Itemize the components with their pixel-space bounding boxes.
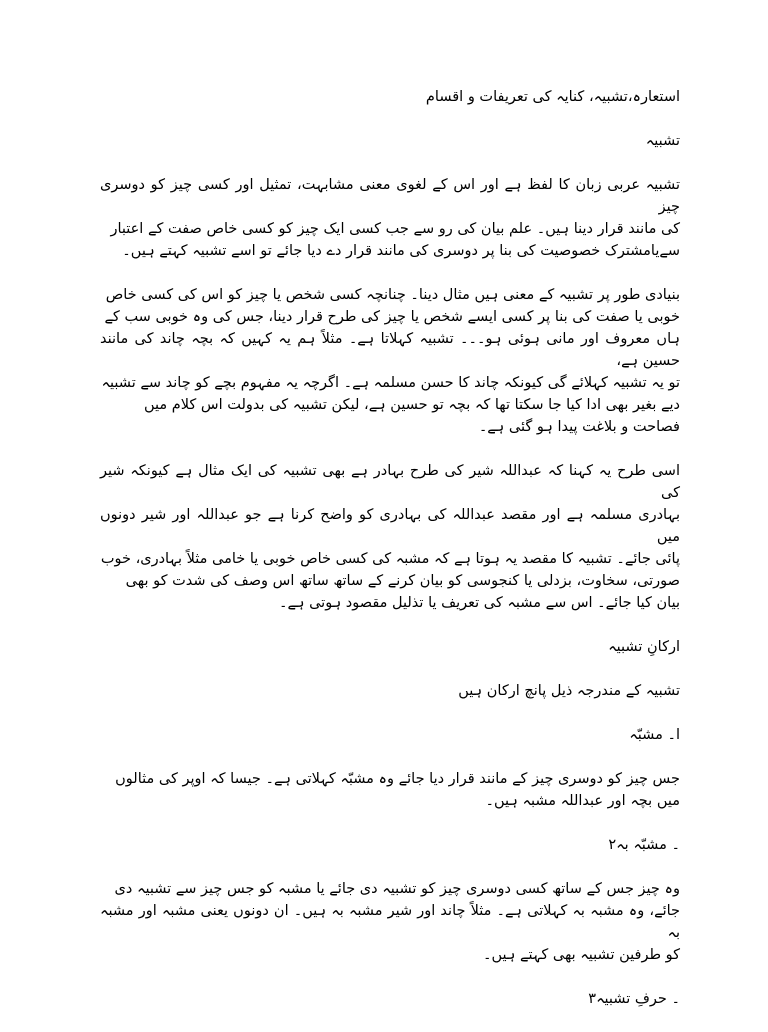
item-2-text bbox=[100, 878, 680, 966]
text-line: کو طرفین تشبیہ بھی کہتے ہیں۔ bbox=[482, 947, 680, 963]
text-line: اسی طرح یہ کہنا کہ عبداللہ شیر کی طرح بہادر ہے بھی تشبیہ کی ایک مثال ہے کیونکہ شیر کی bbox=[100, 463, 680, 501]
section-heading-tashbih: تشبیہ bbox=[645, 133, 680, 149]
text-line: ہاں معروف اور مانی ہوئی ہو۔۔۔ تشبیہ کہلاتا ہے۔ مثلاً ہم یہ کہیں کہ بچہ چاند کی مانند حسین ہے، bbox=[100, 331, 680, 369]
text-line: جائے، وہ مشبہ بہ کہلاتی ہے۔ مثلاً چاند اور شیر مشبہ بہ ہیں۔ ان دونوں یعنی مشبہ اور مشبہ بہ bbox=[100, 903, 680, 941]
item-1-text bbox=[100, 768, 680, 812]
paragraph-definition bbox=[100, 174, 680, 262]
item-1-heading: ا۔ مشبّہ bbox=[629, 727, 680, 743]
item-3-heading: ۔ حرفِ تشبیہ٣ bbox=[588, 991, 680, 1007]
paragraph-basic-meaning bbox=[100, 284, 680, 438]
section-heading-arkan: ارکانِ تشبیہ bbox=[608, 639, 680, 655]
paragraph-example bbox=[100, 460, 680, 614]
text-line: پائی جائے۔ تشبیہ کا مقصد یہ ہوتا ہے کہ مشبہ کی کسی خاص خوبی یا خامی مثلاً بہادری، خوب bbox=[100, 551, 680, 567]
text-line: خوبی یا صفت کی بنا پر کسی ایسے شخص یا چیز کی طرح قرار دینا، جس کی وہ خوبی سب کے bbox=[104, 309, 680, 325]
text-line: فصاحت و بلاغت پیدا ہو گئی ہے۔ bbox=[478, 419, 680, 435]
text-line: میں بچہ اور عبداللہ مشبہ ہیں۔ bbox=[485, 793, 680, 809]
text-line: بیان کیا جائے۔ اس سے مشبہ کی تعریف یا تذلیل مقصود ہوتی ہے۔ bbox=[278, 595, 680, 611]
text-line: تو یہ تشبیہ کہلائے گی کیونکہ چاند کا حسن مسلمہ ہے۔ اگرچہ یہ مفہوم بچے کو چاند سے تشبیہ bbox=[101, 375, 680, 391]
text-line: بنیادی طور پر تشبیہ کے معنی ہیں مثال دینا۔ چنانچہ کسی شخص یا چیز کو اس کی کسی خاص bbox=[105, 287, 680, 303]
text-line: صورتی، سخاوت، بزدلی یا کنجوسی کو بیان کرنے کے ساتھ ساتھ اس وصف کی شدت کو بھی bbox=[125, 573, 680, 589]
document-title: استعارہ،تشبیہ، کنایہ کی تعریفات و اقسام bbox=[425, 89, 680, 105]
text-line: جس چیز کو دوسری چیز کے مانند قرار دیا جائے وہ مشبّہ کہلاتی ہے۔ جیسا کہ اوپر کی مثالوں bbox=[115, 771, 680, 787]
text-line: سےیامشترک خصوصیت کی بنا پر دوسری کی مانند قرار دے دیا جائے تو اسے تشبیہ کہتے ہیں۔ bbox=[122, 243, 680, 259]
text-line: وہ چیز جس کے ساتھ کسی دوسری چیز کو تشبیہ دی جائے یا مشبہ کو جس چیز سے تشبیہ دی bbox=[114, 881, 680, 897]
text-line: تشبیہ عربی زبان کا لفظ ہے اور اس کے لغوی معنی مشابہت، تمثیل اور کسی چیز کو دوسری چیز bbox=[100, 177, 680, 215]
item-2-heading: ۔ مشبّہ بہ٢ bbox=[608, 837, 680, 853]
text-line: دیے بغیر بھی ادا کیا جا سکتا تھا کہ بچہ تو حسین ہے، لیکن تشبیہ کی بدولت اس کلام میں bbox=[143, 397, 680, 413]
document-body bbox=[100, 86, 680, 1032]
text-line: بہادری مسلمہ ہے اور مقصد عبداللہ کی بہادری کو واضح کرنا ہے جو عبداللہ اور شیر دونوں میں bbox=[100, 507, 680, 545]
arkan-intro: تشبیہ کے مندرجہ ذیل پانچ ارکان ہیں bbox=[458, 683, 680, 699]
text-line: کی مانند قرار دینا ہیں۔ علم بیان کی رو سے جب کسی ایک چیز کو کسی خاص صفت کے اعتبار bbox=[110, 221, 680, 237]
